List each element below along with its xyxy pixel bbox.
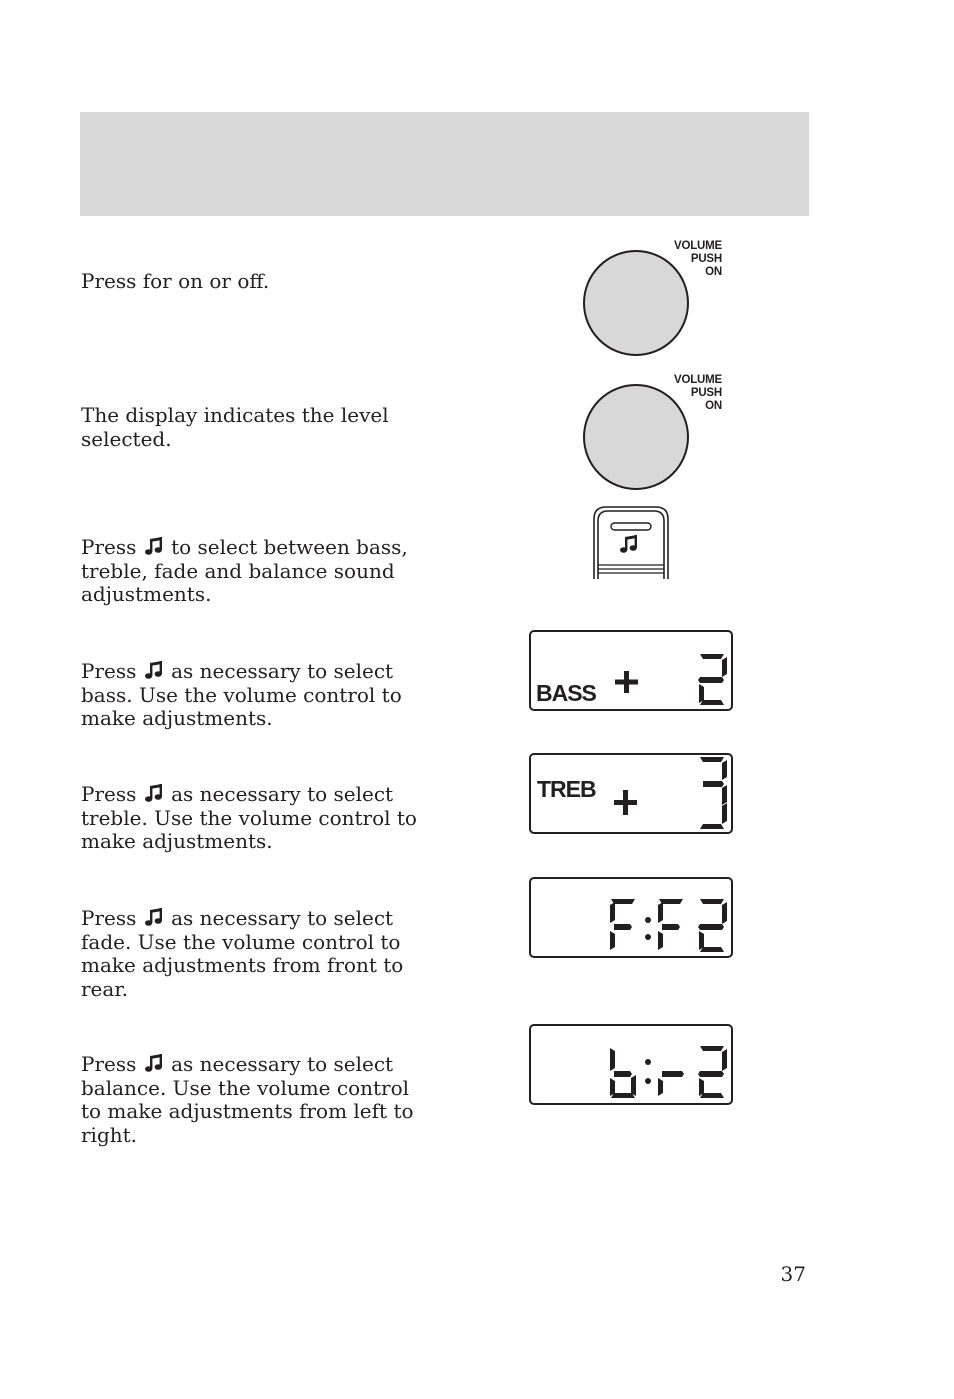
music-note-icon [620, 535, 637, 553]
page-number: 37 [780, 1262, 806, 1286]
treble-display [529, 753, 733, 834]
balance-letter-b [610, 1048, 636, 1098]
digit-2 [698, 899, 727, 952]
fade-instruction-text: as necessary to select fade. Use the volume control to make adjustments from front to rear. [81, 906, 404, 1001]
fade-instruction [81, 906, 426, 1001]
bass-instruction [81, 659, 426, 731]
plus-sign [615, 671, 638, 693]
fade-letter-f-front [610, 899, 635, 950]
sound-instruction-lead: Press [81, 535, 137, 559]
treble-instruction [81, 782, 426, 854]
bass-display-label: BASS [536, 680, 596, 706]
bass-display-readout [531, 632, 731, 709]
on-label-line: ON [705, 400, 722, 412]
fade-letter-f-rear [658, 899, 683, 950]
music-note-icon [143, 535, 165, 557]
digit-2 [698, 654, 727, 705]
fade-instruction-lead: Press [81, 906, 137, 930]
fade-display-readout [531, 879, 731, 956]
push-label-line: PUSH [690, 387, 722, 399]
treble-instruction-lead: Press [81, 782, 137, 806]
music-note-icon [143, 659, 165, 681]
fade-display [529, 877, 733, 958]
bass-instruction-lead: Press [81, 659, 137, 683]
balance-letter-r [658, 1071, 684, 1096]
balance-instruction-lead: Press [81, 1052, 137, 1076]
volume-label-line: VOLUME [674, 240, 722, 252]
colon [645, 1059, 651, 1084]
volume-label-line: VOLUME [674, 374, 722, 386]
treble-display-readout [531, 755, 731, 832]
header-band [80, 112, 809, 216]
music-note-icon [143, 1052, 165, 1074]
digit-3 [700, 757, 727, 829]
volume-knob-label [674, 240, 722, 279]
treble-display-label: TREB [537, 776, 596, 802]
sound-button[interactable] [592, 505, 670, 579]
treble-instruction-text: as necessary to select treble. Use the volume control to make adjustments. [81, 782, 417, 853]
volume-knob-level[interactable] [583, 374, 743, 494]
sound-instruction-text: to select between bass, treble, fade and balance sound adjustments. [81, 535, 408, 606]
plus-sign [614, 790, 637, 815]
balance-instruction-text: as necessary to select balance. Use the volume control to make adjustments from left to right. [81, 1052, 414, 1147]
volume-knob-label [674, 374, 722, 413]
balance-display [529, 1024, 733, 1105]
colon [645, 917, 651, 940]
digit-2 [698, 1046, 727, 1098]
bass-display [529, 630, 733, 711]
balance-instruction [81, 1052, 431, 1147]
music-note-icon [143, 906, 165, 928]
on-label-line: ON [705, 266, 722, 278]
balance-display-readout [531, 1026, 731, 1103]
sound-instruction [81, 535, 426, 607]
push-label-line: PUSH [690, 253, 722, 265]
music-note-icon [143, 782, 165, 804]
volume-instruction: The display indicates the level selected. [81, 403, 389, 451]
volume-knob-power[interactable] [583, 240, 743, 360]
bass-instruction-text: as necessary to select bass. Use the volume control to make adjustments. [81, 659, 402, 730]
power-instruction: Press for on or off. [81, 269, 270, 293]
